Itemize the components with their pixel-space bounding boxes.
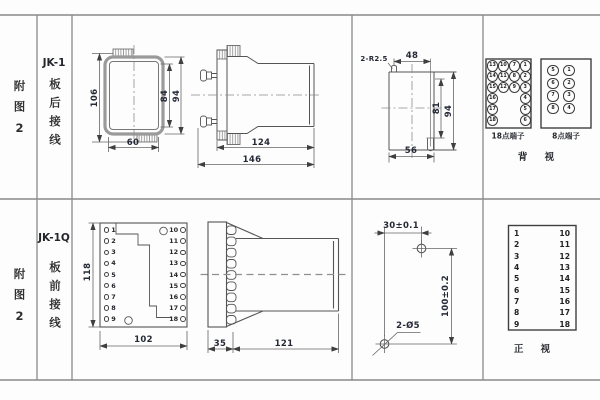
terminal-circle: 6 xyxy=(520,115,531,126)
dim-121: 121 xyxy=(274,338,294,349)
front-view-right-terminals xyxy=(164,225,186,324)
wiring-type-row2: 板前接线 xyxy=(48,261,62,335)
terminal-dot-icon xyxy=(104,294,110,300)
terminal-circle xyxy=(509,115,520,126)
terminal-dot-icon xyxy=(180,227,186,233)
front-terminal: 11 xyxy=(164,236,186,247)
rear-view-label: 背 视 xyxy=(517,152,562,163)
model-label-jk1q: JK-1Q xyxy=(38,232,70,244)
terminal-circle: 8 xyxy=(509,71,520,82)
terminal-dot-icon xyxy=(104,261,110,267)
dim-35: 35 xyxy=(213,338,227,349)
front-terminal: 17 xyxy=(164,302,186,313)
front-terminal: 3 xyxy=(104,247,116,258)
terminal-circle: 10 xyxy=(498,60,509,71)
terminal-dot-icon xyxy=(104,238,110,244)
terminal-dot-icon xyxy=(180,294,186,300)
terminal-circle xyxy=(509,93,520,104)
dim-81: 81 xyxy=(431,101,442,115)
terminal-dot-icon xyxy=(104,227,110,233)
front-terminal: 12 xyxy=(164,247,186,258)
terminal-dot-icon xyxy=(104,250,110,256)
dim-2-r2-5: 2-R2.5 xyxy=(360,55,388,63)
terminal-dot-icon xyxy=(104,283,110,289)
terminal-circle: 4 xyxy=(563,103,574,114)
jk1-side-view-drawing xyxy=(191,46,322,169)
terminal-circle: 18 xyxy=(487,115,498,126)
terminal-circle: 2 xyxy=(520,71,531,82)
terminal-circle: 6 xyxy=(547,78,558,89)
front-terminal: 4 xyxy=(104,258,116,269)
dim-100: 100±0.2 xyxy=(440,274,451,318)
terminal-circle: 3 xyxy=(563,90,574,101)
terminal-dot-icon xyxy=(180,250,186,256)
terminal-circle: 16 xyxy=(487,93,498,104)
front-terminal: 6 xyxy=(104,280,116,291)
terminal-circle xyxy=(498,93,509,104)
terminal-dot-icon xyxy=(104,316,110,322)
front-view-label: 正 视 xyxy=(513,344,558,355)
front-terminal: 7 xyxy=(104,291,116,302)
terminal-18pt-label: 18点端子 xyxy=(491,131,525,141)
terminal-circle: 8 xyxy=(547,103,558,114)
front-terminal: 5 xyxy=(104,269,116,280)
terminal-dot-icon xyxy=(180,261,186,267)
terminal-circle: 3 xyxy=(520,82,531,93)
dim-48: 48 xyxy=(405,51,419,61)
dim-30: 30±0.1 xyxy=(383,221,419,231)
front-terminal: 18 xyxy=(164,313,186,324)
dim-102: 102 xyxy=(134,335,153,345)
terminal-circle: 5 xyxy=(547,65,558,76)
dim-94-cutout: 94 xyxy=(444,104,454,118)
terminal-8pt-grid xyxy=(545,65,577,115)
dim-118: 118 xyxy=(82,262,93,282)
jk1-front-view-drawing xyxy=(92,45,185,152)
dim-124: 124 xyxy=(251,137,271,148)
figure-label-row2: 附图2 xyxy=(12,268,27,332)
front-view-left-terminals xyxy=(104,225,116,324)
terminal-circle: 17 xyxy=(487,104,498,115)
front-terminal: 1 xyxy=(104,225,116,236)
terminal-dot-icon xyxy=(104,272,110,278)
jk1q-side-view-drawing xyxy=(201,222,347,353)
terminal-circle xyxy=(498,104,509,115)
front-terminal: 13 xyxy=(164,258,186,269)
front-terminal: 14 xyxy=(164,269,186,280)
terminal-circle: 1 xyxy=(520,60,531,71)
front-terminal: 15 xyxy=(164,280,186,291)
terminal-circle: 15 xyxy=(487,82,498,93)
figure-label-row1: 附图2 xyxy=(12,80,27,144)
terminal-table-right-column: 10 11 12 13 14 15 16 17 18 xyxy=(559,229,570,329)
wiring-type-row1: 板后接线 xyxy=(48,78,62,152)
dim-94-front: 94 xyxy=(172,89,182,102)
dim-84: 84 xyxy=(160,89,170,102)
model-label-jk1: JK-1 xyxy=(42,57,66,69)
terminal-dot-icon xyxy=(180,316,186,322)
terminal-circle: 2 xyxy=(563,78,574,89)
dim-56: 56 xyxy=(404,145,418,156)
terminal-circle: 1 xyxy=(563,65,574,76)
terminal-circle: 12 xyxy=(498,82,509,93)
front-terminal: 16 xyxy=(164,291,186,302)
terminal-circle xyxy=(509,104,520,115)
terminal-circle: 4 xyxy=(520,93,531,104)
terminal-8pt-label: 8点端子 xyxy=(552,131,580,141)
terminal-circle xyxy=(498,115,509,126)
terminal-dot-icon xyxy=(180,305,186,311)
dim-106: 106 xyxy=(90,88,100,108)
front-terminal: 2 xyxy=(104,236,116,247)
front-terminal: 8 xyxy=(104,302,116,313)
front-terminal: 9 xyxy=(104,313,116,324)
dim-2-d5: 2-Ø5 xyxy=(396,321,420,331)
terminal-dot-icon xyxy=(104,305,110,311)
terminal-circle: 7 xyxy=(547,90,558,101)
terminal-circle: 14 xyxy=(487,71,498,82)
terminal-dot-icon xyxy=(180,272,186,278)
terminal-circle: 13 xyxy=(487,60,498,71)
terminal-dot-icon xyxy=(180,283,186,289)
dim-60: 60 xyxy=(126,137,140,148)
dim-146: 146 xyxy=(242,154,262,165)
terminal-18pt-grid xyxy=(487,61,531,126)
terminal-circle: 7 xyxy=(509,60,520,71)
terminal-circle: 5 xyxy=(520,104,531,115)
terminal-circle: 9 xyxy=(509,82,520,93)
terminal-dot-icon xyxy=(180,238,186,244)
terminal-circle: 11 xyxy=(498,71,509,82)
terminal-table-left-column: 1 2 3 4 5 6 7 8 9 xyxy=(514,229,520,329)
front-terminal: 10 xyxy=(164,225,186,236)
